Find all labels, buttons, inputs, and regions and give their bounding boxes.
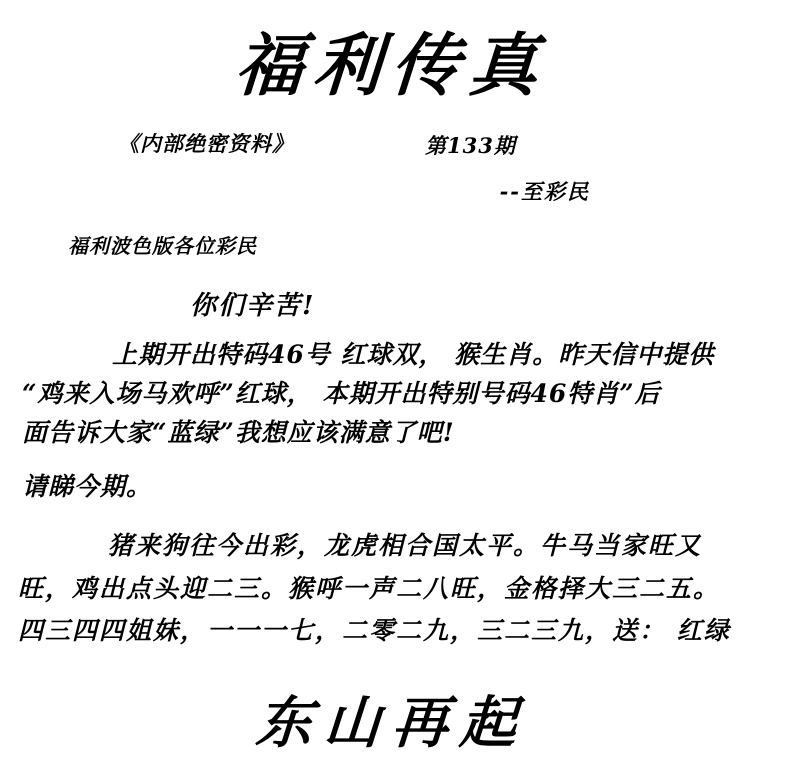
- addressee: --至彩民: [499, 179, 590, 204]
- verse-line: 四三四四姐妹，一一一七，二零二九，三二三九，送： 红绿: [18, 616, 731, 645]
- page-title: 福利传真: [232, 26, 551, 106]
- body-line: 上期开出特码46号 红球双， 猴生肖。昨天信中提供: [112, 340, 715, 369]
- verse-line: 猪来狗往今出彩，龙虎相合国太平。牛马当家旺又: [108, 531, 703, 560]
- subtitle-row: [0, 128, 785, 168]
- body-line: “鸡来入场马欢呼”红球， 本期开出特别号码46特肖”后: [22, 378, 661, 408]
- body-block: [0, 336, 785, 507]
- issue-number: 第133期: [425, 133, 516, 158]
- body-line: 请睇今期。: [22, 472, 153, 502]
- footer-slogan: 东山再起: [253, 689, 531, 756]
- salutation: 福利波色版各位彩民: [68, 234, 257, 258]
- verse-line: 旺，鸡出点头迎二三。猴呼一声二八旺，金格择大三二五。: [18, 573, 721, 603]
- greeting: 你们辛苦!: [190, 291, 316, 321]
- body-line: 面告诉大家“蓝绿”我想应该满意了吧!: [22, 417, 455, 447]
- verse-block: [0, 525, 785, 653]
- document-subtitle: 《内部绝密资料》: [118, 131, 294, 156]
